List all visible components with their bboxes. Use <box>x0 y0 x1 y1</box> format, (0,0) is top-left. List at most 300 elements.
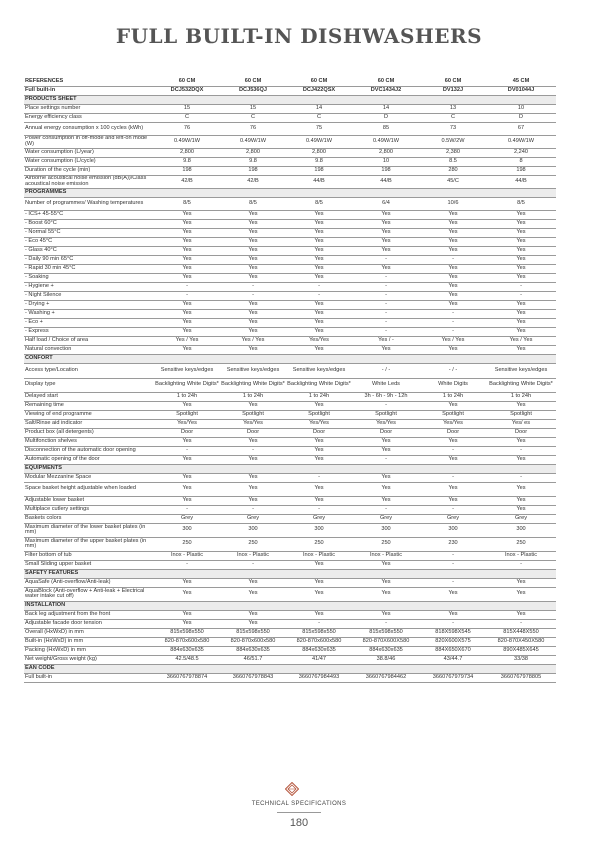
cell-value: 1 to 24h <box>510 392 532 399</box>
row-label: - Glass 40°C <box>25 246 57 253</box>
cell-value: Yes <box>516 590 526 597</box>
cell-value: Yes <box>381 345 391 352</box>
cell-value: - <box>452 446 454 453</box>
cell-value: Yes <box>248 401 258 408</box>
cell-value: 820-870X450X580 <box>497 637 545 644</box>
cell-value: Yes <box>516 309 526 316</box>
cell-value: Yes <box>516 437 526 444</box>
row-label: Full built-in <box>25 673 53 680</box>
section-title: INSTALLATION <box>24 601 556 610</box>
cell-value: Yes <box>448 455 458 462</box>
cell-value: Yes <box>314 496 324 503</box>
cell-value: DCJ422QSX <box>302 86 336 93</box>
cell-value: - <box>452 255 454 262</box>
cell-value: - <box>452 318 454 325</box>
cell-value: Yes <box>448 246 458 253</box>
cell-value: - <box>520 619 522 626</box>
row-label: Full built-in <box>25 86 56 93</box>
table-row <box>24 104 556 113</box>
cell-value: Yes <box>248 300 258 307</box>
cell-value: Door <box>180 428 194 435</box>
cell-value: Yes <box>182 327 192 334</box>
cell-value: - <box>318 473 320 480</box>
cell-value: Yes <box>182 309 192 316</box>
cell-value: Yes/Yes <box>376 419 396 426</box>
cell-value: Yes <box>314 560 324 567</box>
cell-value: 38.8/46 <box>376 655 396 662</box>
cell-value: 300 <box>381 526 391 533</box>
cell-value: Yes <box>248 318 258 325</box>
cell-value: - <box>452 619 454 626</box>
cell-value: 60 CM <box>178 77 196 84</box>
table-row <box>24 282 556 291</box>
cell-value: 890X485X645 <box>503 646 539 653</box>
cell-value: Yes <box>381 210 391 217</box>
table-row <box>24 255 556 264</box>
cell-value: DCJ532DQX <box>170 86 204 93</box>
table-row <box>24 228 556 237</box>
cell-value: Yes <box>516 401 526 408</box>
cell-value: Yes <box>516 345 526 352</box>
cell-value: Yes / Yes <box>175 336 199 343</box>
cell-value: Yes <box>248 473 258 480</box>
footer-divider <box>277 812 321 813</box>
cell-value: Backlighting White Digits* <box>287 381 351 388</box>
cell-value: C <box>450 113 456 120</box>
table-row <box>24 300 556 309</box>
cell-value: - <box>318 505 320 512</box>
row-label: - Hygiene + <box>25 282 54 289</box>
row-label: Half load / Choice of area <box>25 336 89 343</box>
table-row <box>24 318 556 327</box>
section-title: PRODUCTS SHEET <box>24 95 556 104</box>
cell-value: 820-870X600X580 <box>362 637 410 644</box>
cell-value: Yes <box>182 210 192 217</box>
section-header-row <box>24 354 556 363</box>
cell-value: 60 CM <box>310 77 328 84</box>
cell-value: Yes <box>248 219 258 226</box>
cell-value: Grey <box>514 514 528 521</box>
cell-value: Yes / - <box>378 336 394 343</box>
cell-value: - / - <box>381 366 391 373</box>
cell-value: 73 <box>449 124 457 131</box>
cell-value: Yes <box>182 273 192 280</box>
cell-value: Door <box>379 428 393 435</box>
table-row <box>24 551 556 560</box>
cell-value: DVC1434J2 <box>370 86 402 93</box>
cell-value: 60 CM <box>444 77 462 84</box>
cell-value: 815x598x550 <box>236 628 270 635</box>
cell-value: Yes <box>516 210 526 217</box>
cell-value: 815X448X550 <box>503 628 539 635</box>
row-label: AquaBlock (Anti-overflow + Anti-leak + Electrical water intake cut off) <box>25 587 145 599</box>
spec-table <box>24 77 556 683</box>
cell-value: Yes <box>314 210 324 217</box>
cell-value: 9.8 <box>183 157 191 164</box>
cell-value: Yes <box>314 309 324 316</box>
cell-value: 33/38 <box>514 655 528 662</box>
cell-value: 8/5 <box>183 199 191 206</box>
cell-value: Yes <box>248 345 258 352</box>
cell-value: 2,800 <box>379 148 393 155</box>
cell-value: 10 <box>382 157 390 164</box>
table-row <box>24 410 556 419</box>
cell-value: Yes <box>448 291 458 298</box>
cell-value: 2,800 <box>180 148 194 155</box>
row-label: Water consumption (L/year) <box>25 148 94 155</box>
table-row <box>24 655 556 664</box>
table-row <box>24 446 556 455</box>
cell-value: Yes <box>381 264 391 271</box>
cell-value: Yes <box>448 228 458 235</box>
cell-value: Yes <box>182 619 192 626</box>
cell-value: Yes <box>314 273 324 280</box>
cell-value: 300 <box>314 526 324 533</box>
cell-value: Yes <box>314 446 324 453</box>
cell-value: 85 <box>382 124 390 131</box>
cell-value: Yes <box>248 228 258 235</box>
cell-value: Yes <box>448 401 458 408</box>
cell-value: Yes <box>448 237 458 244</box>
row-label: Place settings number <box>25 104 81 111</box>
cell-value: Yes <box>314 219 324 226</box>
cell-value: Yes <box>516 496 526 503</box>
cell-value: Yes <box>182 455 192 462</box>
cell-value: 884X650X670 <box>435 646 471 653</box>
cell-value: 6/4 <box>382 199 390 206</box>
table-row <box>24 482 556 496</box>
cell-value: Yes <box>448 496 458 503</box>
cell-value: Yes <box>381 446 391 453</box>
cell-value: Yes <box>248 210 258 217</box>
cell-value: Inox - Plastic <box>236 551 270 558</box>
cell-value: Yes <box>516 237 526 244</box>
table-row <box>24 437 556 446</box>
row-label: Viewing of end programme <box>25 410 92 417</box>
row-label: - Drying + <box>25 300 50 307</box>
table-row <box>24 378 556 392</box>
cell-value: Inox - Plastic <box>170 551 204 558</box>
cell-value: 2,240 <box>514 148 528 155</box>
cell-value: Backlighting White Digits* <box>489 381 553 388</box>
cell-value: 8/5 <box>315 199 323 206</box>
cell-value: 8.5 <box>449 157 457 164</box>
footer-label: TECHNICAL SPECIFICATIONS <box>251 801 347 807</box>
table-row <box>24 122 556 135</box>
cell-value: Yes <box>314 300 324 307</box>
cell-value: Grey <box>379 514 393 521</box>
cell-value: 818X598X545 <box>435 628 471 635</box>
cell-value: White Digits <box>438 381 468 388</box>
table-row <box>24 113 556 122</box>
table-row <box>24 473 556 482</box>
cell-value: 884x630x635 <box>369 646 403 653</box>
table-row <box>24 336 556 345</box>
cell-value: 44/B <box>380 177 392 184</box>
section-header-row <box>24 569 556 578</box>
cell-value: - <box>252 505 254 512</box>
cell-value: Yes <box>248 437 258 444</box>
table-row <box>24 496 556 505</box>
cell-value: 1 to 24h <box>442 392 464 399</box>
table-row <box>24 505 556 514</box>
cell-value: - <box>452 505 454 512</box>
cell-value: Yes <box>248 455 258 462</box>
row-label: Salt/Rinse aid indicator <box>25 419 83 426</box>
table-row <box>24 637 556 646</box>
cell-value: DV132J <box>442 86 464 93</box>
cell-value: 9.8 <box>249 157 257 164</box>
row-label: Adjustable facade door tension <box>25 619 102 626</box>
cell-value: Yes <box>182 237 192 244</box>
cell-value: - <box>318 282 320 289</box>
row-label: - Rapid 30 min 45°C <box>25 264 76 271</box>
cell-value: Sensitive keys/edges <box>494 366 548 373</box>
section-title: PROGRAMMES <box>24 188 556 197</box>
cell-value: C <box>250 113 256 120</box>
table-row <box>24 673 556 682</box>
cell-value: 9.8 <box>315 157 323 164</box>
cell-value: 67 <box>517 124 525 131</box>
cell-value: Grey <box>446 514 460 521</box>
cell-value: 1 to 24h <box>242 392 264 399</box>
cell-value: 45/C <box>447 177 459 184</box>
row-label: - Eco + <box>25 318 43 325</box>
cell-value: - <box>452 578 454 585</box>
cell-value: 44/B <box>313 177 325 184</box>
cell-value: 198 <box>314 166 324 173</box>
cell-value: - <box>252 282 254 289</box>
cell-value: Door <box>446 428 460 435</box>
cell-value: 42/B <box>181 177 193 184</box>
cell-value: Yes <box>248 590 258 597</box>
cell-value: Yes/Yes <box>177 419 197 426</box>
cell-value: 0.49W/1W <box>507 137 535 144</box>
cell-value: Yes <box>516 455 526 462</box>
table-row <box>24 363 556 378</box>
table-row <box>24 309 556 318</box>
cell-value: 10 <box>517 104 525 111</box>
cell-value: Sensitive keys/edges <box>292 366 346 373</box>
cell-value: Spotlight <box>442 410 464 417</box>
cell-value: 0.5W/2W <box>441 137 465 144</box>
cell-value: Yes <box>248 619 258 626</box>
cell-value: Yes <box>182 255 192 262</box>
cell-value: 0.49W/1W <box>173 137 201 144</box>
cell-value: Yes <box>314 455 324 462</box>
cell-value: 250 <box>381 540 391 547</box>
cell-value: Yes <box>248 237 258 244</box>
cell-value: Yes <box>182 578 192 585</box>
cell-value: Yes <box>381 228 391 235</box>
cell-value: - <box>520 560 522 567</box>
cell-value: Yes <box>516 610 526 617</box>
table-row <box>24 646 556 655</box>
section-header-row <box>24 95 556 104</box>
cell-value: D <box>518 113 524 120</box>
table-row <box>24 237 556 246</box>
row-label: Number of programmes/ Washing temperatures <box>25 199 144 206</box>
cell-value: 13 <box>449 104 457 111</box>
table-row <box>24 135 556 148</box>
cell-value: 8/5 <box>249 199 257 206</box>
cell-value: Yes <box>448 210 458 217</box>
section-header-row <box>24 664 556 673</box>
section-title: EQUIPMENTS <box>24 464 556 473</box>
cell-value: 1 to 24h <box>176 392 198 399</box>
row-label: Annual energy consumption x 100 cycles (kWh) <box>25 124 144 131</box>
section-header-row <box>24 464 556 473</box>
cell-value: Yes <box>448 264 458 271</box>
cell-value: - <box>186 291 188 298</box>
cell-value: 300 <box>516 526 526 533</box>
row-label: Display type <box>25 381 56 388</box>
cell-value: Yes <box>516 300 526 307</box>
cell-value: - <box>385 255 387 262</box>
cell-value: Yes <box>516 228 526 235</box>
cell-value: Yes <box>381 485 391 492</box>
cell-value: 300 <box>248 526 258 533</box>
cell-value: 46/51.7 <box>243 655 263 662</box>
cell-value: Yes <box>448 590 458 597</box>
cell-value: Yes <box>248 496 258 503</box>
cell-value: Backlighting White Digits* <box>155 381 219 388</box>
cell-value: 2,800 <box>312 148 326 155</box>
cell-value: Yes <box>381 237 391 244</box>
table-row <box>24 537 556 551</box>
cell-value: Yes <box>381 246 391 253</box>
cell-value: 1 to 24h <box>308 392 330 399</box>
row-label: Back leg adjustment from the front <box>25 610 111 617</box>
row-label: Baskets colors <box>25 514 62 521</box>
cell-value: 8 <box>519 157 523 164</box>
row-label: REFERENCES <box>25 77 64 84</box>
table-row <box>24 157 556 166</box>
cell-value: 42.5/48.5 <box>175 655 199 662</box>
cell-value: Spotlight <box>176 410 198 417</box>
cell-value: 884x630x635 <box>236 646 270 653</box>
table-row <box>24 560 556 569</box>
row-label: Duration of the cycle (min) <box>25 166 91 173</box>
row-label: - Boost 60°C <box>25 219 57 226</box>
cell-value: 300 <box>448 526 458 533</box>
cell-value: - / - <box>448 366 458 373</box>
cell-value: 14 <box>382 104 390 111</box>
table-row <box>24 166 556 175</box>
cell-value: Yes <box>381 437 391 444</box>
row-label: - Night Silence <box>25 291 62 298</box>
cell-value: Yes <box>182 610 192 617</box>
cell-value: C <box>184 113 190 120</box>
cell-value: 820-870x600x580 <box>230 637 276 644</box>
cell-value: 41/47 <box>312 655 326 662</box>
row-label: Small Sliding upper basket <box>25 560 92 567</box>
cell-value: 14 <box>315 104 323 111</box>
cell-value: Yes <box>248 578 258 585</box>
cell-value: Yes <box>516 505 526 512</box>
cell-value: 198 <box>182 166 192 173</box>
cell-value: 8/5 <box>517 199 525 206</box>
cell-value: D <box>383 113 389 120</box>
cell-value: - <box>385 300 387 307</box>
table-row <box>24 523 556 537</box>
cell-value: Yes <box>314 228 324 235</box>
row-label: Adjustable lower basket <box>25 496 85 503</box>
cell-value: Yes <box>182 345 192 352</box>
cell-value: Sensitive keys/edges <box>160 366 214 373</box>
cell-value: 884x630x635 <box>170 646 204 653</box>
cell-value: 2,380 <box>446 148 460 155</box>
cell-value: 198 <box>381 166 391 173</box>
cell-value: Yes <box>381 473 391 480</box>
cell-value: 884x630x635 <box>302 646 336 653</box>
cell-value: Grey <box>246 514 260 521</box>
cell-value: Yes <box>182 318 192 325</box>
cell-value: - <box>385 401 387 408</box>
table-row <box>24 175 556 188</box>
cell-value: Yes <box>182 473 192 480</box>
table-row <box>24 610 556 619</box>
cell-value: Yes <box>314 485 324 492</box>
row-label: Modular Mezzanine Space <box>25 473 92 480</box>
cell-value: 15 <box>183 104 191 111</box>
cell-value: - <box>318 619 320 626</box>
table-row <box>24 197 556 210</box>
table-row <box>24 401 556 410</box>
cell-value: - <box>385 455 387 462</box>
row-label: Water consumption (L/cycle) <box>25 157 96 164</box>
cell-value: 280 <box>448 166 458 173</box>
cell-value: Yes <box>248 610 258 617</box>
cell-value: Yes <box>182 496 192 503</box>
row-label: Overall (HxWxD) in mm <box>25 628 84 635</box>
cell-value: Yes <box>381 610 391 617</box>
cell-value: - <box>520 473 522 480</box>
cell-value: 198 <box>516 166 526 173</box>
table-row <box>24 210 556 219</box>
cell-value: Yes <box>314 237 324 244</box>
row-label: - Normal 55°C <box>25 228 61 235</box>
cell-value: 10/6 <box>447 199 459 206</box>
cell-value: Yes <box>248 327 258 334</box>
cell-value: 3660767984462 <box>365 673 407 680</box>
row-label: Product box (all detergents) <box>25 428 94 435</box>
cell-value: - <box>385 273 387 280</box>
cell-value: Yes <box>182 219 192 226</box>
row-label: Access type/Location <box>25 366 78 373</box>
cell-value: White Leds <box>372 381 400 388</box>
section-title: SAFETY FEATURES <box>24 569 556 578</box>
cell-value: Yes <box>516 246 526 253</box>
section-header-row <box>24 601 556 610</box>
cell-value: Yes <box>516 219 526 226</box>
row-label: Energy efficiency class <box>25 113 82 120</box>
cell-value: 198 <box>248 166 258 173</box>
table-row <box>24 246 556 255</box>
row-label: - ICS+ 45-55°C <box>25 210 64 217</box>
row-label: Power consumption in off-mode and left-on mode (W) <box>25 135 148 147</box>
cell-value: 75 <box>315 124 323 131</box>
table-row <box>24 86 556 95</box>
cell-value: 3660767978805 <box>500 673 542 680</box>
cell-value: Yes <box>448 610 458 617</box>
cell-value: - <box>186 446 188 453</box>
cell-value: Inox - Plastic <box>302 551 336 558</box>
row-label: Airborne acoustical noise emission (dB(A))/Class acoustical noise emission <box>25 175 147 187</box>
table-row <box>24 514 556 523</box>
table-row <box>24 392 556 401</box>
table-row <box>24 148 556 157</box>
